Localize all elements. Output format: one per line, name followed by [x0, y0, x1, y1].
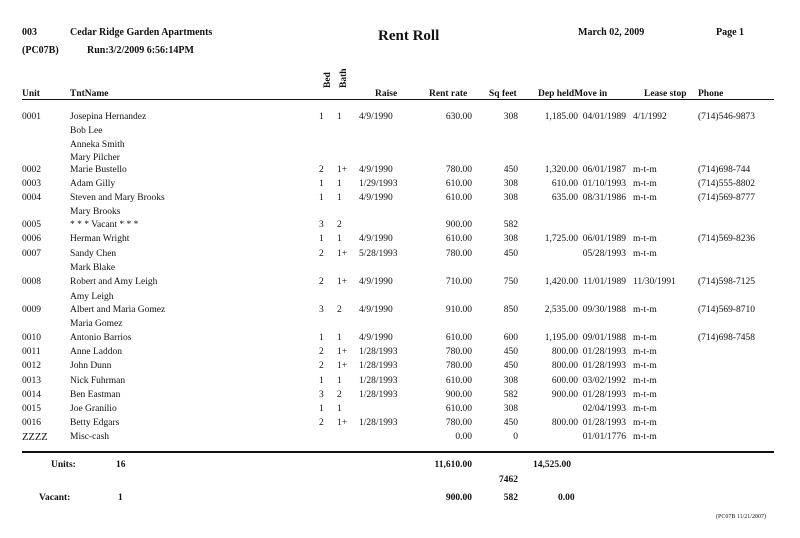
cell-unit: 0001 [22, 112, 41, 122]
cell-bath: 2 [337, 390, 342, 400]
cell-tenant-name: Maria Gomez [70, 319, 123, 329]
cell-unit: 0004 [22, 193, 41, 203]
cell-sq-feet: 308 [503, 112, 518, 122]
cell-phone: (714)598-7125 [698, 277, 755, 287]
cell-bath: 1+ [337, 165, 348, 175]
col-lease-stop: Lease stop [644, 89, 687, 99]
cell-raise: 1/29/1993 [359, 179, 398, 189]
cell-tenant-name: Mary Brooks [70, 207, 121, 217]
report-date: March 02, 2009 [578, 27, 645, 38]
cell-tenant-name: Misc-cash [70, 432, 110, 442]
cell-tenant-name: Robert and Amy Leigh [70, 277, 158, 287]
cell-deposit-held: 800.00 [551, 418, 578, 428]
vacant-count: 1 [118, 493, 123, 503]
cell-bed: 1 [319, 234, 324, 244]
cell-tenant-name: Anneka Smith [70, 140, 125, 150]
cell-deposit-held: 800.00 [551, 347, 578, 357]
cell-raise: 4/9/1990 [359, 277, 393, 287]
cell-phone: (714)555-8802 [698, 179, 755, 189]
cell-tenant-name: Ben Eastman [70, 390, 121, 400]
cell-move-in: 08/31/1986 [582, 193, 626, 203]
cell-tenant-name: Betty Edgars [70, 418, 120, 428]
cell-raise: 4/9/1990 [359, 112, 393, 122]
cell-raise: 4/9/1990 [359, 234, 393, 244]
cell-lease-stop: m-t-m [633, 234, 657, 244]
cell-bath: 1 [337, 404, 342, 414]
cell-raise: 1/28/1993 [359, 347, 398, 357]
cell-deposit-held: 610.00 [551, 179, 578, 189]
cell-bath: 2 [337, 305, 342, 315]
cell-sq-feet: 308 [503, 179, 518, 189]
cell-bed: 1 [319, 193, 324, 203]
cell-raise: 4/9/1990 [359, 333, 393, 343]
cell-rent-rate: 780.00 [445, 418, 472, 428]
col-unit: Unit [22, 89, 40, 99]
cell-bath: 2 [337, 220, 342, 230]
header-divider [22, 99, 774, 100]
cell-tenant-name: Mark Blake [70, 263, 116, 273]
cell-move-in: 03/02/1992 [582, 376, 626, 386]
cell-tenant-name: John Dunn [70, 361, 112, 371]
cell-bath: 1+ [337, 347, 348, 357]
cell-lease-stop: m-t-m [633, 179, 657, 189]
cell-rent-rate: 610.00 [445, 179, 472, 189]
cell-bed: 2 [319, 361, 324, 371]
vacant-sqft-total: 582 [503, 493, 518, 503]
footer-report-code: (PC07B 11/21/2007) [716, 514, 766, 520]
cell-unit: 0013 [22, 376, 41, 386]
property-code: 003 [22, 27, 37, 38]
cell-tenant-name: Josepina Hernandez [70, 112, 147, 122]
cell-phone: (714)569-8777 [698, 193, 755, 203]
cell-move-in: 01/28/1993 [582, 390, 626, 400]
cell-move-in: 02/04/1993 [582, 404, 626, 414]
cell-bath: 1+ [337, 249, 348, 259]
col-phone: Phone [698, 89, 724, 99]
cell-move-in: 09/01/1988 [582, 333, 626, 343]
cell-rent-rate: 780.00 [445, 347, 472, 357]
cell-unit: ZZZZ [22, 432, 48, 443]
cell-lease-stop: m-t-m [633, 390, 657, 400]
cell-rent-rate: 610.00 [445, 376, 472, 386]
cell-deposit-held: 1,195.00 [544, 333, 578, 343]
cell-bath: 1+ [337, 361, 348, 371]
col-dep-held-move-in: Dep heldMove in [538, 89, 608, 99]
cell-unit: 0002 [22, 165, 41, 175]
cell-unit: 0008 [22, 277, 41, 287]
cell-move-in: 01/28/1993 [582, 347, 626, 357]
cell-bed: 3 [319, 390, 324, 400]
cell-unit: 0016 [22, 418, 41, 428]
cell-raise: 1/28/1993 [359, 361, 398, 371]
cell-unit: 0012 [22, 361, 41, 371]
cell-deposit-held: 635.00 [551, 193, 578, 203]
cell-tenant-name: Antonio Barrios [70, 333, 132, 343]
cell-bed: 2 [319, 277, 324, 287]
cell-tenant-name: Nick Fuhrman [70, 376, 126, 386]
cell-lease-stop: m-t-m [633, 249, 657, 259]
vacant-deposit-total: 0.00 [558, 493, 575, 503]
cell-lease-stop: 4/1/1992 [633, 112, 667, 122]
cell-deposit-held: 800.00 [551, 361, 578, 371]
cell-rent-rate: 0.00 [455, 432, 472, 442]
cell-lease-stop: m-t-m [633, 347, 657, 357]
cell-sq-feet: 450 [503, 361, 518, 371]
property-name: Cedar Ridge Garden Apartments [70, 27, 213, 38]
cell-raise: 1/28/1993 [359, 390, 398, 400]
cell-bed: 2 [319, 347, 324, 357]
report-id: (PC07B) [22, 45, 59, 56]
cell-lease-stop: m-t-m [633, 193, 657, 203]
cell-deposit-held: 1,185.00 [544, 112, 578, 122]
run-info: Run:3/2/2009 6:56:14PM [87, 45, 194, 56]
cell-rent-rate: 900.00 [445, 390, 472, 400]
cell-unit: 0009 [22, 305, 41, 315]
units-count: 16 [116, 460, 126, 470]
cell-tenant-name: Mary Pilcher [70, 153, 120, 163]
cell-unit: 0014 [22, 390, 41, 400]
cell-bed: 1 [319, 112, 324, 122]
cell-tenant-name: Anne Laddon [70, 347, 122, 357]
cell-sq-feet: 308 [503, 404, 518, 414]
cell-lease-stop: m-t-m [633, 361, 657, 371]
units-deposit-total: 14,525.00 [533, 460, 571, 470]
cell-rent-rate: 910.00 [445, 305, 472, 315]
cell-move-in: 04/01/1989 [582, 112, 626, 122]
cell-sq-feet: 450 [503, 165, 518, 175]
cell-unit: 0015 [22, 404, 41, 414]
cell-rent-rate: 610.00 [445, 333, 472, 343]
cell-rent-rate: 610.00 [445, 404, 472, 414]
cell-raise: 4/9/1990 [359, 165, 393, 175]
cell-deposit-held: 600.00 [551, 376, 578, 386]
cell-raise: 4/9/1990 [359, 193, 393, 203]
cell-sq-feet: 850 [503, 305, 518, 315]
cell-move-in: 01/28/1993 [582, 361, 626, 371]
cell-bath: 1 [337, 179, 342, 189]
cell-move-in: 01/28/1993 [582, 418, 626, 428]
cell-raise: 1/28/1993 [359, 376, 398, 386]
cell-bed: 2 [319, 249, 324, 259]
cell-bed: 3 [319, 305, 324, 315]
cell-bed: 3 [319, 220, 324, 230]
cell-rent-rate: 900.00 [445, 220, 472, 230]
cell-move-in: 06/01/1987 [582, 165, 626, 175]
cell-unit: 0003 [22, 179, 41, 189]
cell-bath: 1+ [337, 418, 348, 428]
cell-move-in: 11/01/1989 [583, 277, 626, 287]
cell-raise: 1/28/1993 [359, 418, 398, 428]
cell-sq-feet: 0 [513, 432, 518, 442]
vacant-label: Vacant: [39, 493, 71, 503]
cell-raise: 5/28/1993 [359, 249, 398, 259]
cell-rent-rate: 610.00 [445, 234, 472, 244]
cell-bath: 1+ [337, 277, 348, 287]
cell-tenant-name: Joe Granilio [70, 404, 117, 414]
cell-lease-stop: m-t-m [633, 305, 657, 315]
cell-phone: (714)569-8710 [698, 305, 755, 315]
cell-bath: 1 [337, 333, 342, 343]
cell-deposit-held: 2,535.00 [544, 305, 578, 315]
cell-lease-stop: 11/30/1991 [633, 277, 676, 287]
cell-sq-feet: 308 [503, 193, 518, 203]
cell-tenant-name: * * * Vacant * * * [70, 220, 139, 230]
cell-tenant-name: Marie Bustello [70, 165, 127, 175]
cell-move-in: 01/10/1993 [582, 179, 626, 189]
cell-deposit-held: 1,420.00 [544, 277, 578, 287]
cell-bed: 1 [319, 333, 324, 343]
cell-sq-feet: 450 [503, 249, 518, 259]
cell-deposit-held: 1,320.00 [544, 165, 578, 175]
cell-tenant-name: Adam Gilly [70, 179, 116, 189]
report-title: Rent Roll [378, 28, 440, 44]
cell-lease-stop: m-t-m [633, 333, 657, 343]
cell-sq-feet: 582 [503, 390, 518, 400]
col-tnt-name: TntName [70, 89, 109, 99]
cell-sq-feet: 450 [503, 347, 518, 357]
cell-bed: 1 [319, 404, 324, 414]
cell-bed: 1 [319, 376, 324, 386]
cell-bath: 1 [337, 234, 342, 244]
cell-phone: (714)546-9873 [698, 112, 755, 122]
cell-lease-stop: m-t-m [633, 376, 657, 386]
cell-unit: 0007 [22, 249, 41, 259]
vacant-rent-total: 900.00 [445, 493, 472, 503]
cell-rent-rate: 780.00 [445, 165, 472, 175]
cell-deposit-held: 900.00 [551, 390, 578, 400]
cell-lease-stop: m-t-m [633, 418, 657, 428]
cell-lease-stop: m-t-m [633, 404, 657, 414]
cell-unit: 0006 [22, 234, 41, 244]
col-raise: Raise [375, 89, 398, 99]
cell-move-in: 06/01/1989 [582, 234, 626, 244]
cell-phone: (714)569-8236 [698, 234, 755, 244]
cell-sq-feet: 750 [503, 277, 518, 287]
cell-bed: 1 [319, 179, 324, 189]
cell-tenant-name: Steven and Mary Brooks [70, 193, 165, 203]
col-rent-rate: Rent rate [429, 89, 468, 99]
col-bath: Bath [339, 68, 349, 88]
cell-raise: 4/9/1990 [359, 305, 393, 315]
cell-sq-feet: 308 [503, 376, 518, 386]
cell-bath: 1 [337, 112, 342, 122]
cell-phone: (714)698-7458 [698, 333, 755, 343]
units-label: Units: [51, 460, 76, 470]
col-sq-feet: Sq feet [489, 89, 517, 99]
cell-tenant-name: Herman Wright [70, 234, 130, 244]
cell-unit: 0005 [22, 220, 41, 230]
cell-tenant-name: Bob Lee [70, 126, 103, 136]
page-number: Page 1 [716, 27, 745, 38]
units-rent-total: 11,610.00 [434, 460, 472, 470]
cell-unit: 0011 [22, 347, 41, 357]
cell-deposit-held: 1,725.00 [544, 234, 578, 244]
cell-rent-rate: 780.00 [445, 361, 472, 371]
cell-bed: 2 [319, 418, 324, 428]
cell-move-in: 09/30/1988 [582, 305, 626, 315]
totals-divider [22, 451, 774, 453]
cell-sq-feet: 582 [503, 220, 518, 230]
cell-tenant-name: Amy Leigh [70, 292, 114, 302]
cell-bath: 1 [337, 193, 342, 203]
cell-bed: 2 [319, 165, 324, 175]
cell-sq-feet: 600 [503, 333, 518, 343]
cell-sq-feet: 450 [503, 418, 518, 428]
sqft-total: 7462 [499, 475, 518, 485]
cell-unit: 0010 [22, 333, 41, 343]
cell-tenant-name: Albert and Maria Gomez [70, 305, 166, 315]
cell-phone: (714)698-744 [698, 165, 751, 175]
cell-sq-feet: 308 [503, 234, 518, 244]
cell-rent-rate: 780.00 [445, 249, 472, 259]
cell-move-in: 01/01/1776 [582, 432, 626, 442]
cell-rent-rate: 610.00 [445, 193, 472, 203]
cell-rent-rate: 710.00 [445, 277, 472, 287]
cell-lease-stop: m-t-m [633, 165, 657, 175]
cell-rent-rate: 630.00 [445, 112, 472, 122]
cell-lease-stop: m-t-m [633, 432, 657, 442]
col-bed: Bed [323, 72, 333, 88]
cell-bath: 1 [337, 376, 342, 386]
cell-tenant-name: Sandy Chen [70, 249, 117, 259]
cell-move-in: 05/28/1993 [582, 249, 626, 259]
